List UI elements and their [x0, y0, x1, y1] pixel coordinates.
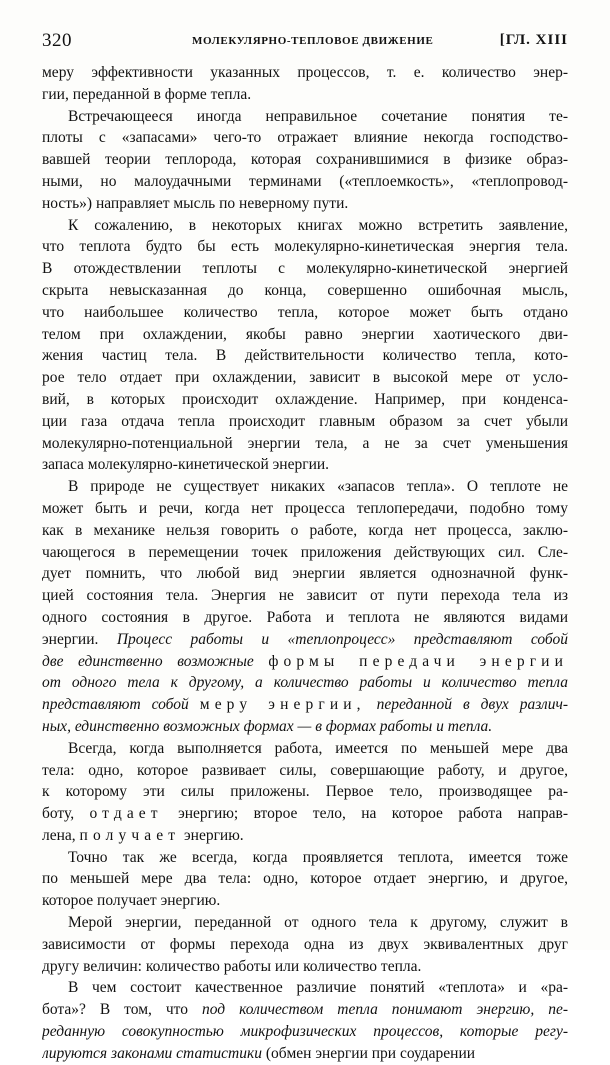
- text-run: как в механике нельзя говорить о работе, когда нет процесса, заклю-: [42, 521, 568, 539]
- text-run: цией состояния тела. Энергия не зависит от пути перехода тела из: [42, 587, 568, 605]
- text-line: [42, 999, 568, 1021]
- text-line: [42, 672, 568, 694]
- page-header: [42, 30, 568, 54]
- text-line: [42, 302, 568, 324]
- italic-text: под количеством тепла понимают энергию, пе-: [201, 1001, 568, 1019]
- text-run: Всегда, когда выполняется работа, имеется по меньшей мере два: [68, 739, 568, 757]
- text-run: ность») направляет мысль по неверному пути.: [42, 194, 349, 212]
- text-run: телом при охлаждении, якобы равно энергии хаотического дви-: [42, 325, 568, 343]
- italic-text: от одного тела к другому, а количество работы и количество тепла: [42, 674, 568, 692]
- text-line: [42, 345, 568, 367]
- body-text: [42, 62, 568, 1065]
- text-line: [42, 956, 568, 978]
- text-line: [42, 193, 568, 215]
- text-run: может быть и речи, когда нет процесса теплопередачи, подобно тому: [42, 499, 568, 517]
- text-line: [42, 520, 568, 542]
- italic-text: Процесс работы и «теплопроцесс» представляют собой: [116, 630, 568, 648]
- text-line: [42, 367, 568, 389]
- text-line: [42, 280, 568, 302]
- text-run: скрыта невысказанная до конца, совершенно ошибочная мысль,: [42, 281, 568, 299]
- text-line: [42, 694, 568, 716]
- text-line: [42, 781, 568, 803]
- text-run: что теплота будто бы есть молекулярно-кинетическая энергия тела.: [42, 238, 568, 256]
- text-line: [42, 215, 568, 237]
- text-run: К сожалению, в некоторых книгах можно встретить заявление,: [68, 216, 568, 234]
- paragraph: [42, 476, 568, 738]
- text-run: Мерой энергии, переданной от одного тела к другому, служит в: [68, 914, 568, 932]
- text-line: [42, 847, 568, 869]
- paragraph: [42, 912, 568, 977]
- text-run: другу величин: количество работы или количество тепла.: [42, 957, 422, 975]
- text-run: боту,: [42, 805, 90, 823]
- text-run: чающегося в перемещении точек приложения действующих сил. Сле-: [42, 543, 568, 561]
- italic-text: лируются законами статистики: [42, 1044, 262, 1062]
- paragraph: [42, 847, 568, 912]
- text-run: ции газа отдача тепла происходит главным образом за счет убыли: [42, 412, 568, 430]
- chapter-reference: [ГЛ. XIII: [499, 32, 568, 48]
- text-line: [42, 476, 568, 498]
- text-run: энергию.: [180, 826, 244, 844]
- paragraph: [42, 62, 568, 106]
- text-line: [42, 258, 568, 280]
- spaced-emphasis-text: отдает: [89, 805, 163, 823]
- text-run: по меньшей мере два тела: одно, которое отдает энергию, и другое,: [42, 870, 568, 888]
- text-run: гии, переданной в форме тепла.: [42, 85, 252, 103]
- text-run: (обмен энергии при соударении: [261, 1044, 476, 1062]
- text-run: тела: одно, которое развивает силы, совершающие работу, и другое,: [42, 761, 568, 779]
- text-line: [42, 1021, 568, 1043]
- text-run: В отождествлении теплоты с молекулярно-кинетической энергией: [42, 260, 568, 278]
- text-line: [42, 389, 568, 411]
- text-run: энергию; второе тело, на которое работа направ-: [162, 805, 568, 823]
- text-line: [42, 62, 568, 84]
- text-line: [42, 236, 568, 258]
- text-line: [42, 149, 568, 171]
- text-line: [42, 890, 568, 912]
- text-run: В природе не существует никаких «запасов тепла». О теплоте не: [68, 478, 568, 496]
- text-line: [42, 607, 568, 629]
- text-run: плоты с «запасами» чего-то отражает влияние некогда господство-: [42, 129, 568, 147]
- spaced-emphasis-text: получает: [79, 826, 181, 844]
- text-run: к которому эти силы приложены. Первое тело, производящее ра-: [42, 783, 568, 801]
- text-run: что наибольшее количество тепла, которое может быть отдано: [42, 303, 568, 321]
- text-line: [42, 629, 568, 651]
- text-line: [42, 127, 568, 149]
- text-line: [42, 825, 568, 847]
- text-line: [42, 934, 568, 956]
- text-line: [42, 651, 568, 673]
- text-line: [42, 498, 568, 520]
- text-run: жения частиц тела. В действительности количество тепла, кото-: [42, 347, 568, 365]
- paragraph: [42, 738, 568, 847]
- text-line: [42, 411, 568, 433]
- page-number: 320: [42, 30, 72, 51]
- text-line: [42, 1043, 568, 1065]
- italic-text: представляют собой: [42, 696, 200, 714]
- text-run: молекулярно-потенциальной энергии тела, а не за счет уменьшения: [42, 434, 568, 452]
- text-line: [42, 585, 568, 607]
- spaced-emphasis-text: формы передачи энергии: [268, 652, 568, 670]
- italic-text: ных, единственно возможных формах — в формах работы и тепла.: [42, 717, 493, 735]
- text-run: лена,: [42, 826, 80, 844]
- text-line: [42, 433, 568, 455]
- text-run: Точно так же всегда, когда проявляется теплота, имеется тоже: [68, 848, 568, 866]
- text-line: [42, 454, 568, 476]
- text-run: Встречающееся иногда неправильное сочетание понятия те-: [68, 107, 568, 125]
- italic-text: переданной в двух различ-: [365, 696, 568, 714]
- text-line: [42, 106, 568, 128]
- text-line: [42, 84, 568, 106]
- text-line: [42, 760, 568, 782]
- text-line: [42, 738, 568, 760]
- text-line: [42, 716, 568, 738]
- text-run: которое получает энергию.: [42, 892, 221, 910]
- text-run: зависимости от формы перехода одна из двух эквивалентных друг: [42, 935, 568, 953]
- text-run: вавшей теории теплорода, которая сохранившимися в физике образ-: [42, 151, 568, 169]
- text-run: дует помнить, что любой вид энергии является однозначной функ-: [42, 565, 568, 583]
- spaced-emphasis-text: меру энергии,: [199, 696, 366, 714]
- italic-text: реданную совокупностью микрофизических процессов, которые регу-: [42, 1023, 568, 1041]
- text-line: [42, 868, 568, 890]
- text-line: [42, 171, 568, 193]
- text-line: [42, 542, 568, 564]
- text-run: энергии.: [42, 630, 117, 648]
- text-run: вий, в которых происходит охлаждение. Например, при конденса-: [42, 390, 568, 408]
- running-title: МОЛЕКУЛЯРНО-ТЕПЛОВОЕ ДВИЖЕНИЕ: [192, 35, 434, 47]
- text-line: [42, 977, 568, 999]
- text-run: рое тело отдает при охлаждении, зависит в высокой мере от усло-: [42, 369, 568, 387]
- text-run: запаса молекулярно-кинетической энергии.: [42, 456, 330, 474]
- text-run: одного состояния в другое. Работа и теплота не являются видами: [42, 608, 568, 626]
- paragraph: [42, 977, 568, 1064]
- text-line: [42, 563, 568, 585]
- text-run: меру эффективности указанных процессов, т. е. количество энер-: [42, 64, 568, 81]
- text-run: ными, но малоудачными терминами («теплоемкость», «теплопровод-: [42, 172, 568, 190]
- text-line: [42, 912, 568, 934]
- paragraph: [42, 215, 568, 477]
- text-run: бота»? В том, что: [42, 1001, 202, 1019]
- text-line: [42, 803, 568, 825]
- text-run: В чем состоит качественное различие понятий «теплота» и «ра-: [68, 979, 568, 997]
- paragraph: [42, 106, 568, 215]
- italic-text: две единственно возможные: [42, 652, 269, 670]
- text-line: [42, 324, 568, 346]
